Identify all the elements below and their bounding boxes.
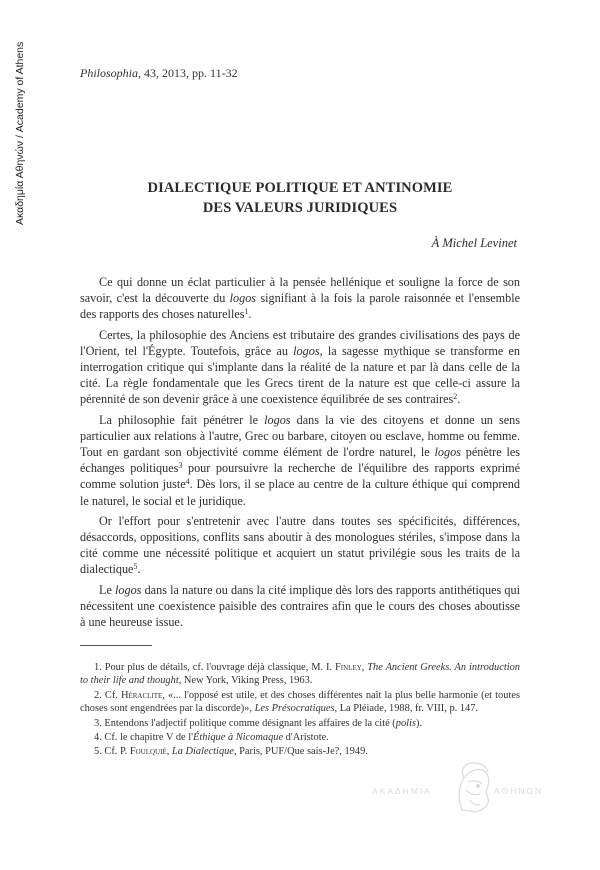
text-run: .	[248, 307, 252, 322]
text-italic: polis	[395, 717, 416, 729]
footnote-5	[80, 745, 520, 758]
journal-citation	[80, 66, 238, 81]
title-line-2: DES VALEURS JURIDIQUES	[202, 200, 398, 216]
paragraph-4	[80, 513, 520, 578]
watermark-text-left: AKAΔHMIA	[372, 786, 432, 796]
work-title: Les Présocratiques	[254, 703, 335, 715]
footnote-2	[80, 689, 520, 716]
text-run: dans la vie des citoyens et donne un sens particulier aux relations à l'autre, Grec ou barbare, citoyen ou esclave, homme ou femme. Tout en gardant son objectivité comme élément de l'ordre naturel, le	[80, 412, 520, 460]
text-run: , New York, Viking Press, 1963.	[178, 675, 313, 687]
paragraph-2	[80, 327, 520, 408]
text-italic: logos	[264, 412, 291, 427]
body-text	[80, 274, 520, 634]
text-run: La philosophie fait pénétrer le	[99, 412, 265, 427]
text-run: 5. Cf. P.	[94, 746, 130, 758]
footnote-3	[80, 717, 520, 730]
text-run: 2. Cf.	[94, 689, 121, 701]
side-label-academy: Ακαδημία Αθηνών / Academy of Athens	[14, 42, 26, 226]
footnote-ref-4: 4	[185, 477, 190, 487]
text-run: 3. Entendons l'adjectif politique comme désignant les affaires de la cité (	[94, 717, 396, 729]
dedication: À Michel Levinet	[431, 236, 517, 250]
footnote-1	[80, 661, 520, 688]
watermark-text-right: AΘHNΩN	[494, 786, 544, 796]
text-run: pour poursuivre la recherche de l'équilibre des rapports exprimé comme solution juste	[80, 461, 520, 492]
article-title	[0, 178, 600, 218]
athena-head-icon	[450, 760, 496, 818]
academy-watermark	[372, 760, 572, 820]
title-line-1: DIALECTIQUE POLITIQUE ET ANTINOMIE	[147, 180, 453, 196]
text-italic: logos	[434, 445, 461, 460]
author-name: Foulquié	[129, 746, 167, 758]
journal-name: Philosophia	[80, 66, 139, 80]
text-run: .	[137, 562, 141, 577]
text-run: ).	[415, 717, 423, 729]
paragraph-3	[80, 412, 520, 509]
author-name: Finley	[334, 662, 362, 673]
work-title: La Dialectique	[171, 746, 234, 758]
text-run: , La Pléiade, 1988, fr. VIII, p. 147.	[334, 703, 479, 715]
text-run: , Paris, PUF/Que sais-Je?, 1949.	[233, 746, 368, 758]
text-italic: logos	[115, 582, 142, 597]
text-italic: logos	[229, 291, 257, 306]
citation-details: , 43, 2013, pp. 11-32	[138, 66, 238, 80]
text-run: Le	[99, 582, 116, 597]
text-run: 4. Cf. le chapitre V de l'	[94, 732, 194, 744]
footnote-4	[80, 731, 520, 744]
work-title: The Ancient Greeks. An introduction to their life and thought	[80, 662, 520, 687]
footnote-separator	[80, 645, 152, 646]
footnote-ref-5: 5	[133, 562, 138, 572]
text-run: , la sagesse mythique se transforme en interrogation critique qui s'implante dans la réalité de la nature et par là dans celle de la cité. La règle fondamentale que les Grecs tirent de la nature est que celle-ci assure la pérennité de son devenir grâce à une coexistence équilibrée de ses contraires	[80, 343, 520, 407]
text-run: signifiant à la fois la parole raisonnée et l'ensemble des rapports des choses naturelles	[80, 291, 520, 322]
text-run: Or l'effort pour s'entretenir avec l'autre dans toutes ses spécificités, différences, désaccords, oppositions, conflits sans aboutir à des monologues stériles, s'impose dans la cité comme une nécessité politique et acquiert un statut privilégie sous les traits de la dialectique	[80, 513, 520, 577]
text-italic: logos	[293, 343, 320, 358]
text-run: .	[457, 392, 461, 407]
work-title: Éthique à Nicomaque	[193, 732, 284, 744]
text-run: 1. Pour plus de détails, cf. l'ouvrage déjà classique, M. I.	[94, 662, 335, 673]
footnote-ref-2: 2	[453, 392, 458, 402]
text-run: pénètre les échanges politiques	[80, 445, 520, 476]
paragraph-1	[80, 274, 520, 323]
footnote-ref-3: 3	[178, 461, 183, 471]
text-run: ,	[166, 746, 172, 758]
text-run: ,	[361, 662, 368, 673]
text-run: dans la nature ou dans la cité implique dès lors des rapports antithétiques qui nécessitent une coexistence paisible des contraires afin que le cours des choses aboutisse à une heureuse issue.	[80, 582, 520, 630]
footnotes	[80, 661, 520, 760]
paragraph-5	[80, 582, 520, 631]
author-name: Héraclite	[120, 689, 163, 701]
text-run: , «... l'opposé est utile, et des choses différentes naît la plus belle harmonie (et toutes choses sont engendrées par la discorde)»,	[80, 689, 520, 715]
text-run: . Dès lors, il se place au centre de la culture éthique qui comprend le naturel, le social et le juridique.	[80, 477, 520, 508]
text-run: d'Aristote.	[283, 732, 329, 744]
footnote-ref-1: 1	[244, 307, 249, 317]
text-run: Certes, la philosophie des Anciens est tributaire des grandes civilisations des pays de l'Orient, tel l'Égypte. Toutefois, grâce au	[80, 327, 520, 358]
text-run: Ce qui donne un éclat particulier à la pensée hellénique et souligne la force de son savoir, c'est la découverte du	[80, 275, 520, 306]
